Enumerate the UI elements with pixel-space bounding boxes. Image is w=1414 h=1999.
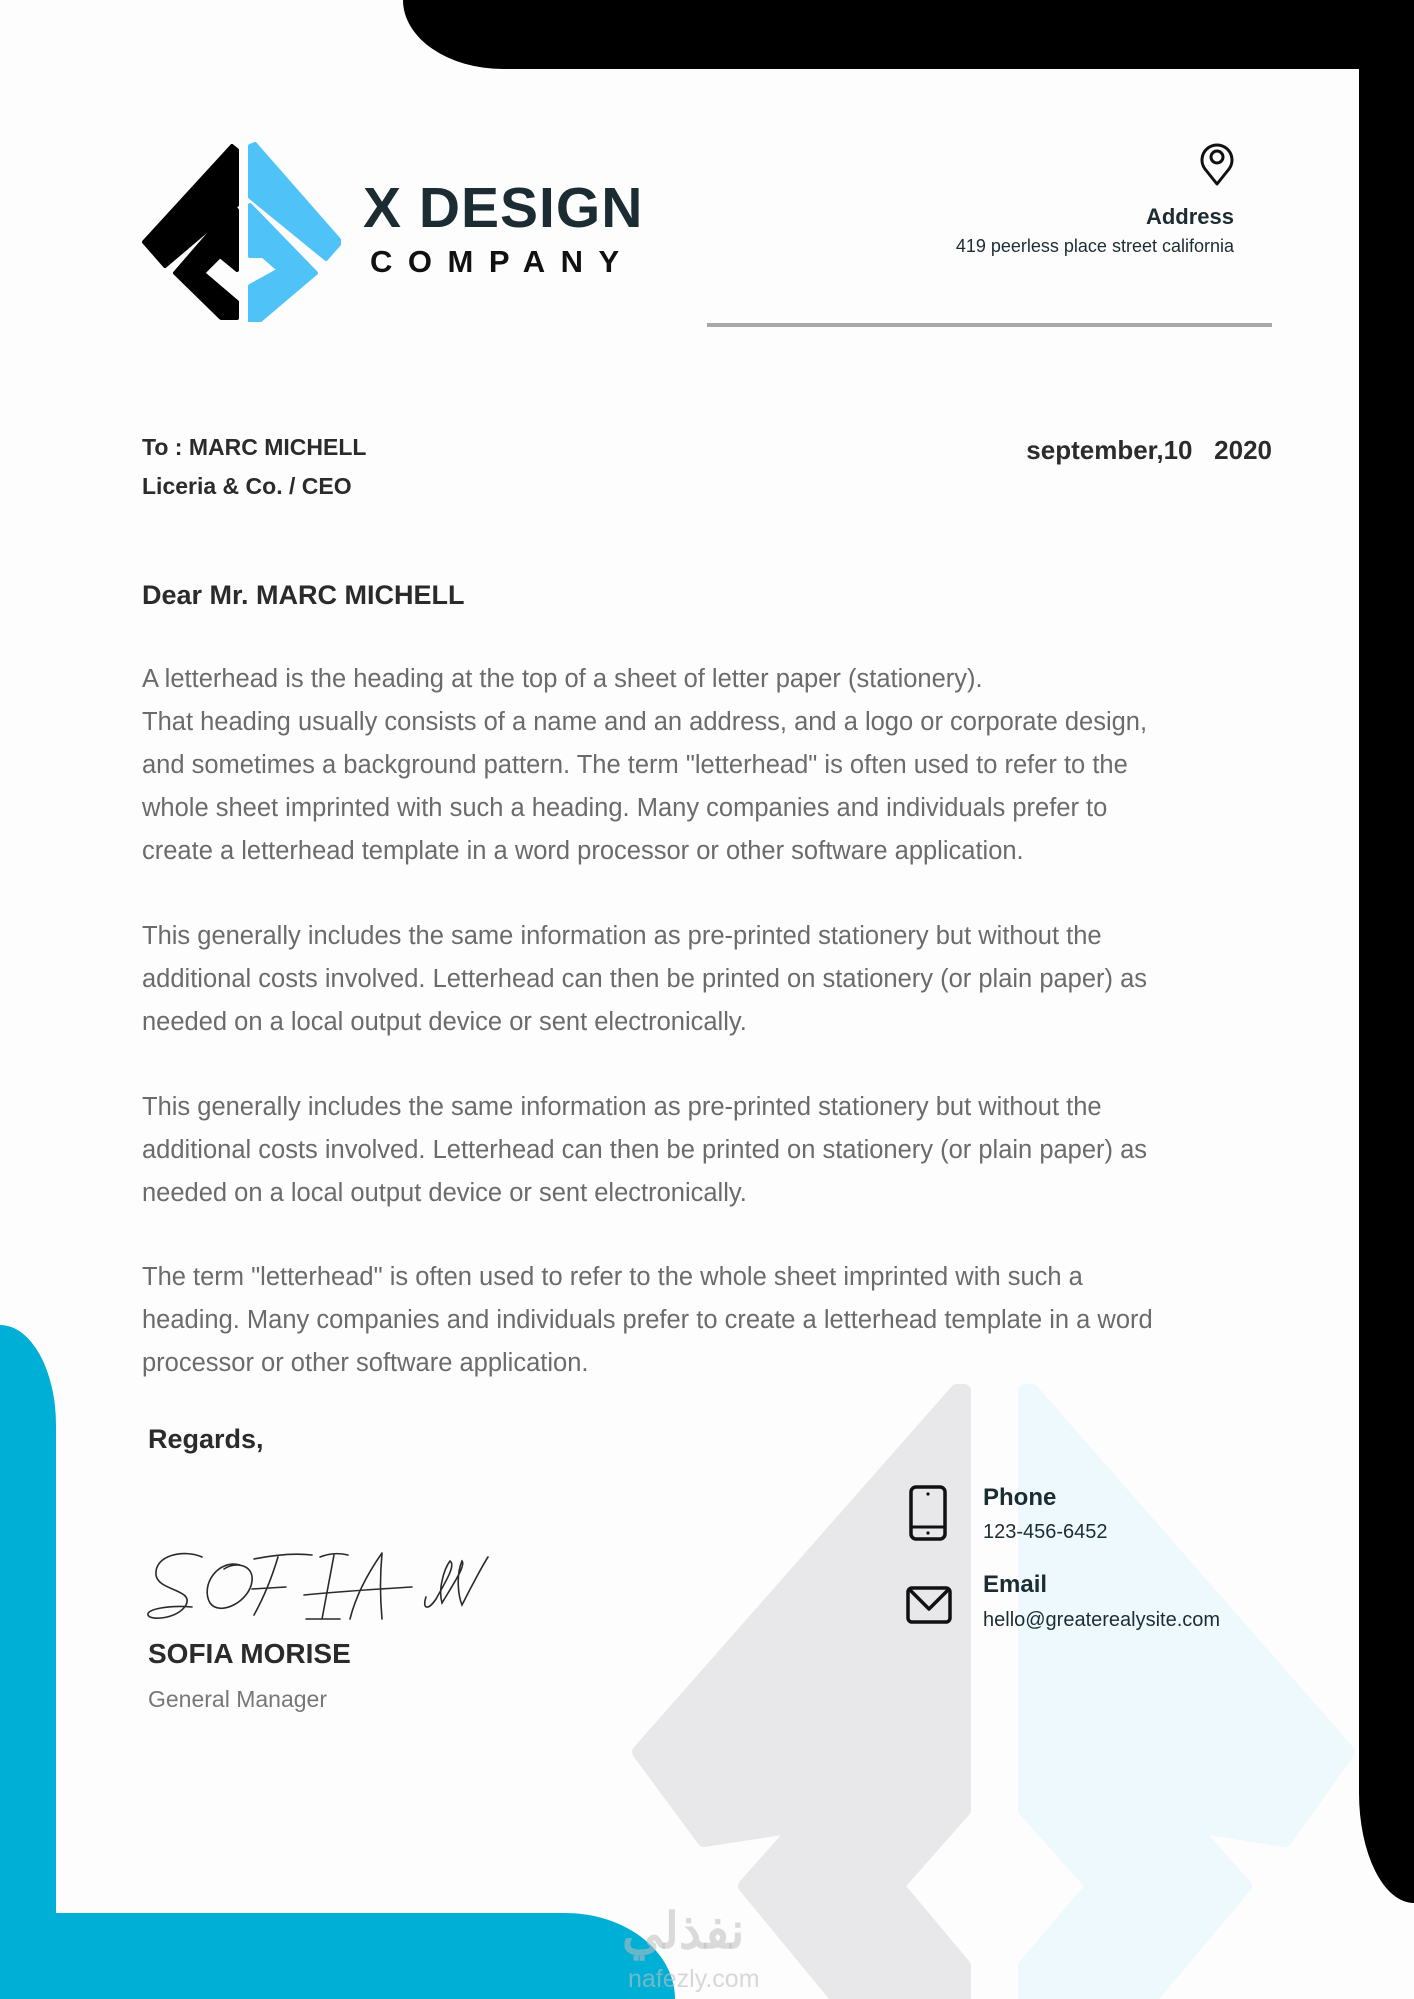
body-line: processor or other software application.	[142, 1349, 589, 1377]
email-label: Email	[983, 1571, 1048, 1598]
body-paragraph	[142, 1086, 1282, 1215]
body-line: needed on a local output device or sent electronically.	[142, 1179, 747, 1207]
body-line: This generally includes the same information as pre-printed stationery but without the	[142, 1093, 1102, 1121]
company-name: X DESIGN	[363, 176, 644, 240]
company-subtitle: COMPANY	[370, 244, 635, 279]
body-paragraph	[142, 915, 1282, 1044]
address-label: Address	[1145, 204, 1234, 229]
body-line: whole sheet imprinted with such a heading. Many companies and individuals prefer to	[142, 794, 1108, 822]
salutation: Dear Mr. MARC MICHELL	[142, 580, 465, 610]
signer-title: General Manager	[148, 1686, 327, 1712]
body-paragraph	[142, 1256, 1282, 1385]
letter-date: september,10 2020	[1026, 435, 1272, 465]
body-line: The term "letterhead" is often used to refer to the whole sheet imprinted with such a	[142, 1263, 1083, 1291]
recipient-company: Liceria & Co. / CEO	[142, 473, 352, 499]
body-line: A letterhead is the heading at the top of a sheet of letter paper (stationery).	[142, 665, 983, 693]
address-value: 419 peerless place street california	[955, 236, 1234, 256]
closing-regards: Regards,	[148, 1424, 264, 1454]
recipient-name: To : MARC MICHELL	[142, 434, 367, 460]
body-line: heading. Many companies and individuals prefer to create a letterhead template in a word	[142, 1306, 1153, 1334]
body-line: This generally includes the same information as pre-printed stationery but without the	[142, 922, 1102, 950]
signer-name: SOFIA MORISE	[148, 1638, 351, 1669]
handwritten-signature	[144, 1545, 489, 1625]
body-line: additional costs involved. Letterhead can then be printed on stationery (or plain paper) as	[142, 1136, 1148, 1164]
phone-label: Phone	[983, 1484, 1057, 1511]
phone-value: 123-456-6452	[983, 1521, 1108, 1543]
phone-icon	[908, 1485, 948, 1541]
body-line: That heading usually consists of a name and an address, and a logo or corporate design,	[142, 708, 1148, 736]
body-line: create a letterhead template in a word processor or other software application.	[142, 837, 1024, 865]
site-watermark-arabic: نفذلي	[622, 1903, 745, 1959]
mail-icon	[906, 1585, 952, 1625]
bottom-cyan-band	[0, 1913, 675, 1999]
body-paragraph	[142, 658, 1282, 873]
location-pin-icon	[1199, 140, 1235, 186]
email-value[interactable]: hello@greaterealysite.com	[983, 1609, 1221, 1631]
header-divider	[707, 323, 1272, 327]
company-logo	[141, 142, 341, 322]
left-cyan-band	[0, 1325, 56, 1999]
site-watermark-latin: nafezly.com	[628, 1965, 760, 1993]
body-line: additional costs involved. Letterhead can then be printed on stationery (or plain paper) as	[142, 965, 1148, 993]
body-line: and sometimes a background pattern. The term "letterhead" is often used to refer to the	[142, 751, 1128, 779]
top-black-band	[403, 0, 1414, 69]
body-line: needed on a local output device or sent electronically.	[142, 1008, 747, 1036]
